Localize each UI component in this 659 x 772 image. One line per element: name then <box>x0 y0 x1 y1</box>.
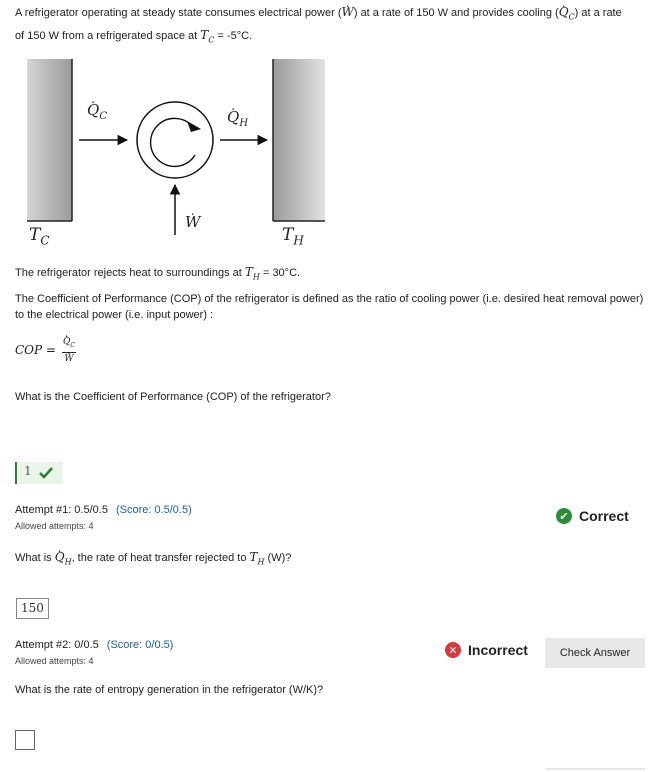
attempt-2-info: Attempt #2: 0/0.5 (Score: 0/0.5) <box>15 639 174 651</box>
hot-reservoir <box>273 59 325 221</box>
answer-3-input[interactable] <box>15 730 35 750</box>
allowed-attempts-2: Allowed attempts: 4 <box>15 656 94 666</box>
rejects-heat-text: The refrigerator rejects heat to surroundings at $T_H = 30^\circ C$. <box>15 265 301 282</box>
attempt-1-info: Attempt #1: 0.5/0.5 (Score: 0.5/0.5) <box>15 504 192 516</box>
question-1-text: What is the Coefficient of Performance (COP) of the refrigerator? <box>15 391 331 403</box>
th-label: $T_H$ <box>282 225 304 248</box>
status-incorrect: ✕ Incorrect <box>445 642 528 658</box>
check-circle-icon: ✔ <box>556 508 572 524</box>
check-answer-button[interactable]: Check Answer <box>545 638 645 668</box>
tc-label: $T_C$ <box>29 225 50 248</box>
status-correct: ✔ Correct <box>556 508 629 524</box>
problem-statement: A refrigerator operating at steady state consumes electrical power (. W) at a rate of 150 W and provides cooling (. $Q_C$) at a rate of 150 W from a refrigerated space at $T_C = -5^\circ C$. <box>15 3 645 50</box>
divider <box>545 768 645 770</box>
cold-reservoir <box>27 59 72 221</box>
checkmark-icon <box>39 467 53 479</box>
cop-formula: COP = . $Q_C$ . W <box>15 336 76 365</box>
question-2-text: What is . $Q_H$, the rate of heat transfer rejected to $T_H$ (W)? <box>15 548 645 571</box>
refrigerator-diagram <box>15 55 335 260</box>
cop-fraction: . $Q_C$ . W <box>62 336 76 365</box>
question-3-text: What is the rate of entropy generation in the refrigerator (W/K)? <box>15 684 324 696</box>
allowed-attempts-1: Allowed attempts: 4 <box>15 521 94 531</box>
answer-1-field[interactable]: 1 <box>15 462 63 484</box>
qc-label: . $Q_C$ <box>87 101 107 122</box>
cycle-arrow-icon <box>151 118 195 166</box>
qh-label: . $Q_H$ <box>227 108 248 129</box>
x-circle-icon: ✕ <box>445 642 461 658</box>
cop-definition: The Coefficient of Performance (COP) of the refrigerator is defined as the ratio of cooling power (i.e. desired heat removal power) to the electrical power (i.e. input power) : <box>15 293 644 321</box>
w-label: . W <box>185 213 200 231</box>
answer-2-input[interactable]: 150 <box>16 598 49 619</box>
